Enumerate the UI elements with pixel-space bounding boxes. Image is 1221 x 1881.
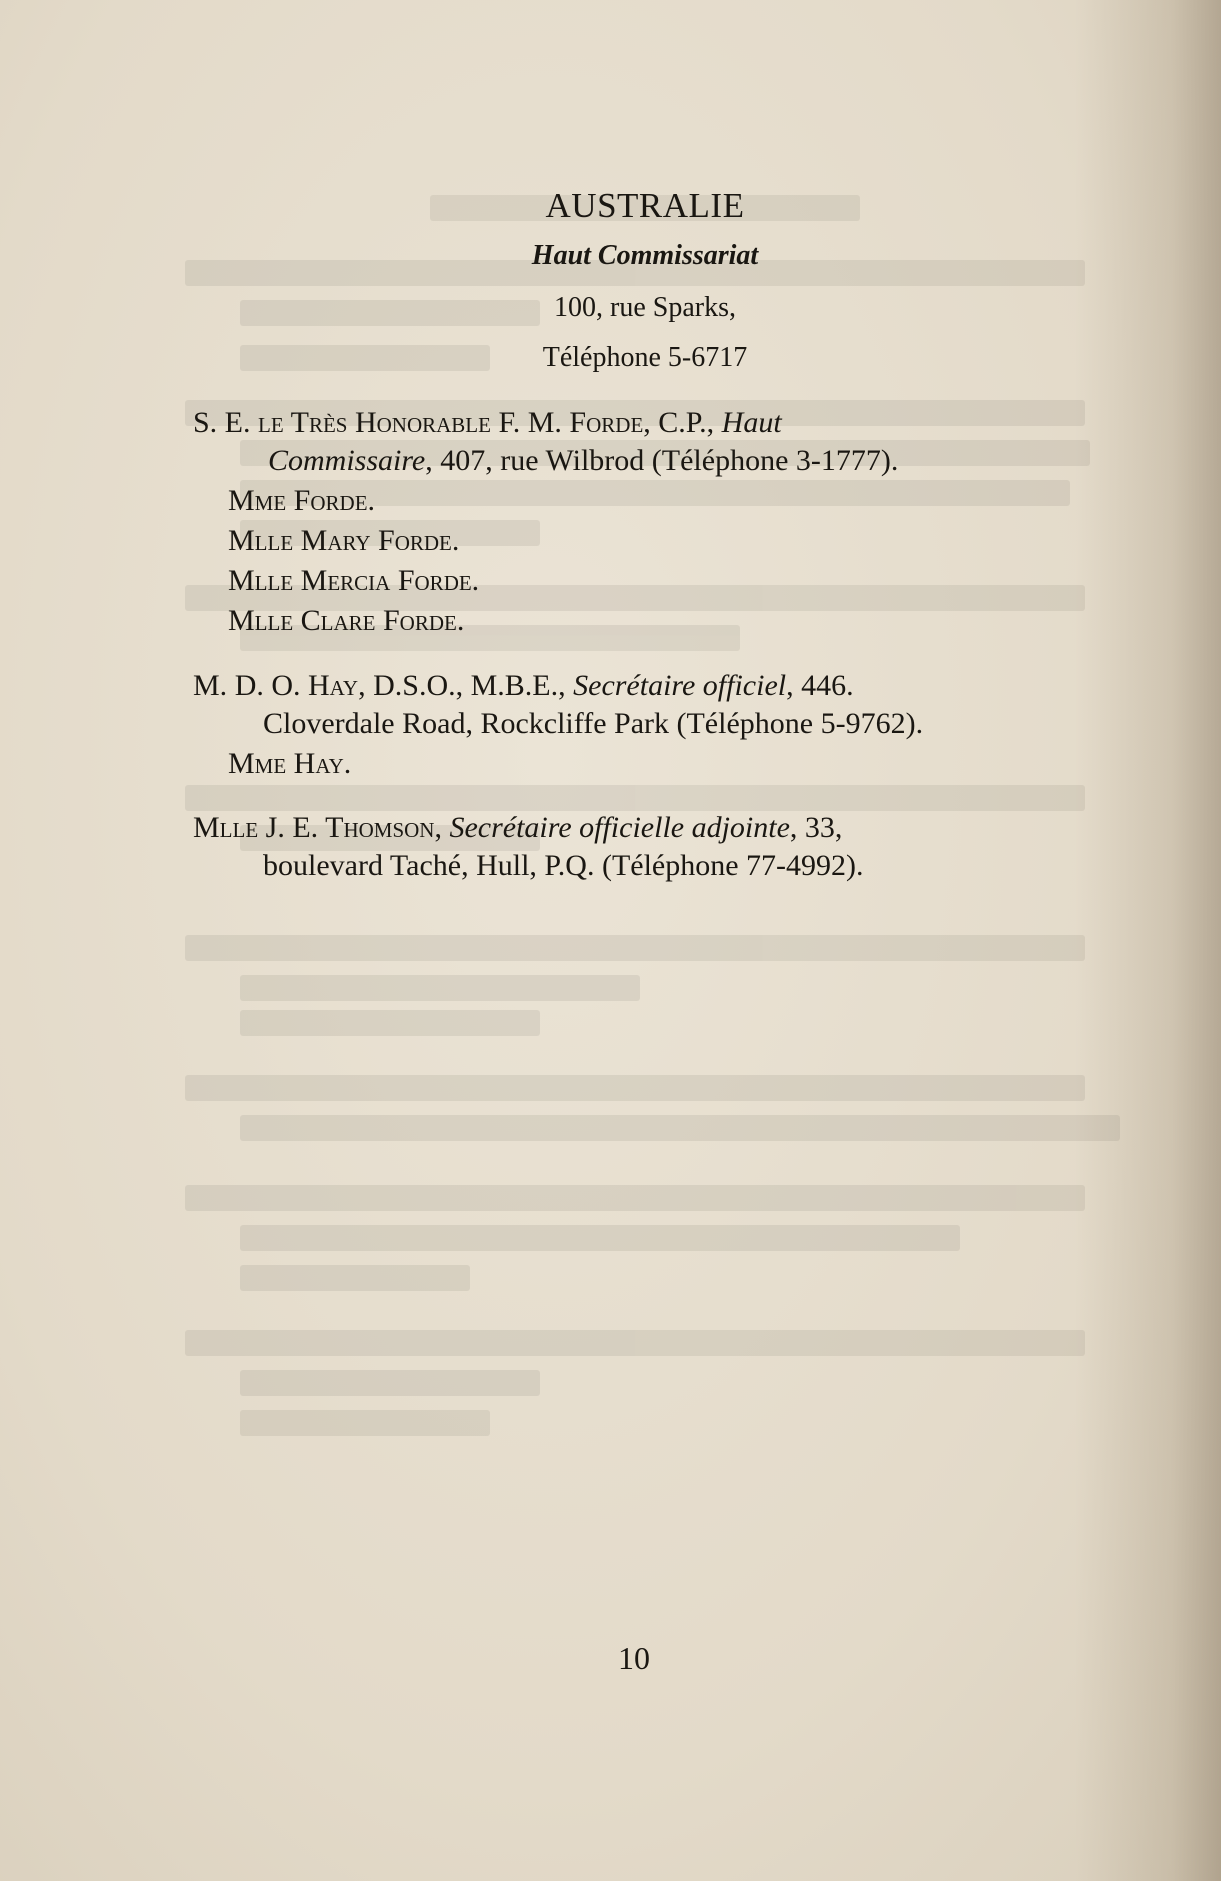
entry-line: Cloverdale Road, Rockcliffe Park (Téléphone 5-9762). (263, 707, 924, 740)
entry-prefix: S. E. (193, 406, 259, 439)
family-member: Mme Forde. (228, 484, 376, 517)
family-member: Mlle Mary Forde. (228, 524, 460, 557)
family-member: Mlle Mercia Forde. (228, 564, 480, 597)
office-telephone: Téléphone 5-6717 (542, 342, 748, 373)
entry-text: , (434, 811, 450, 844)
person-title: Secrétaire officielle adjointe (449, 811, 790, 844)
person-title: Secrétaire officiel (573, 669, 787, 702)
person-title: Haut (721, 406, 782, 439)
person-name: le Très Honorable F. M. Forde (258, 406, 644, 439)
entry-line (193, 403, 782, 443)
entry-text: , C.P., (643, 406, 722, 439)
office-address: 100, rue Sparks, (554, 292, 736, 323)
family-member: Mlle Clare Forde. (228, 604, 465, 637)
person-title: Commissaire (268, 444, 426, 477)
entry-line: boulevard Taché, Hull, P.Q. (Téléphone 77-4992). (263, 849, 864, 882)
country-heading: AUSTRALIE (545, 186, 745, 225)
office-name: Haut Commissariat (531, 240, 759, 271)
entry-line (193, 808, 842, 848)
entry-line (193, 666, 854, 706)
family-member: Mme Hay. (228, 747, 352, 780)
entry-text: , 446. (786, 669, 854, 702)
entry-text: , 33, (789, 811, 843, 844)
page-number: 10 (618, 1640, 650, 1676)
person-name: D. O. Hay (234, 669, 359, 702)
entry-text: , 407, rue Wilbrod (Téléphone 3-1777). (425, 444, 899, 477)
entry-text: , D.S.O., M.B.E., (358, 669, 574, 702)
entry-prefix: M. (193, 669, 235, 702)
person-name: Mlle J. E. Thomson (193, 811, 435, 844)
entry-line (268, 441, 898, 481)
